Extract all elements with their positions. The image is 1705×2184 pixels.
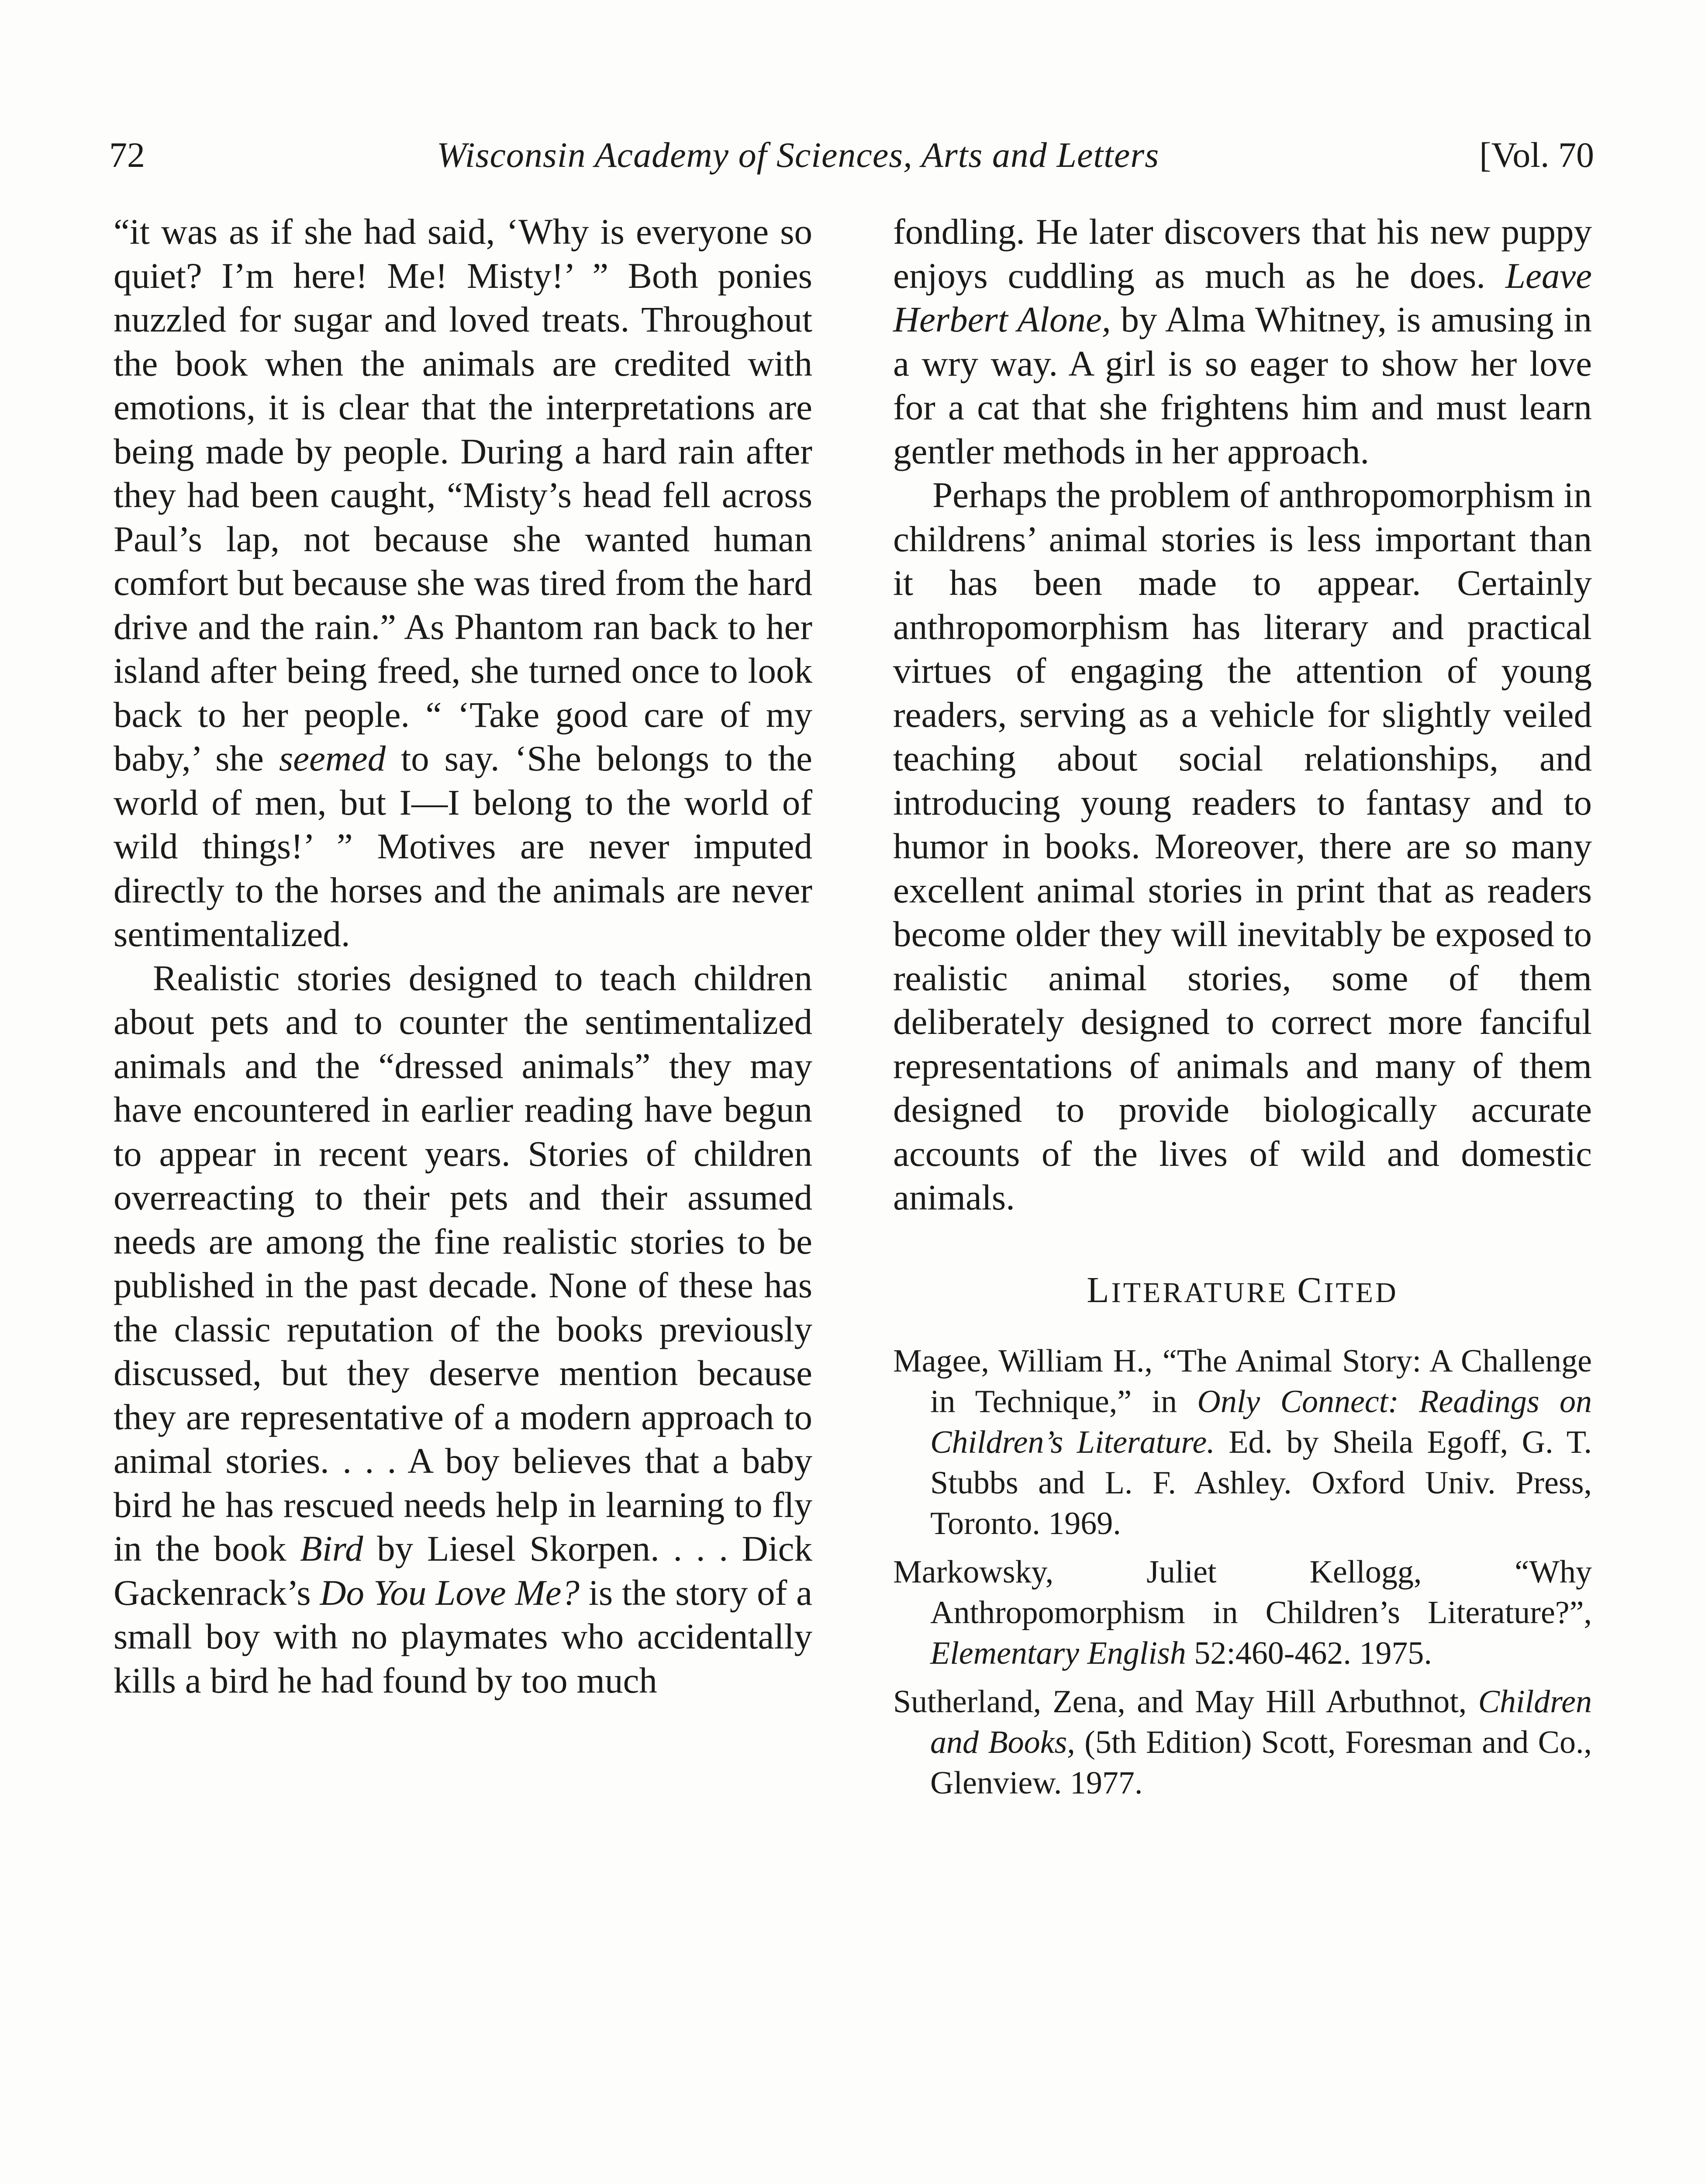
heading-rest: ITERATURE bbox=[1111, 1276, 1288, 1309]
right-column bbox=[893, 210, 1592, 1811]
journal-title: Wisconsin Academy of Sciences, Arts and Letters bbox=[437, 135, 1160, 175]
book-title: Do You Love Me? bbox=[320, 1572, 580, 1613]
paragraph-text: to say. ‘She belongs to the world of men, but I—I belong to the world of wild things!’ ” Motives are never imputed directly to the horses and the animals are never sentimentalized. bbox=[114, 738, 813, 954]
reference-entry bbox=[893, 1682, 1592, 1804]
paragraph bbox=[893, 210, 1592, 473]
reference-title: Elementary English bbox=[930, 1635, 1186, 1671]
heading-cap: L bbox=[1087, 1269, 1111, 1310]
reference-text: Sutherland, Zena, and May Hill Arbuthnot, bbox=[893, 1683, 1478, 1720]
heading-rest: ITED bbox=[1324, 1276, 1398, 1309]
left-column bbox=[114, 210, 812, 1702]
paragraph-text: Realistic stories designed to teach children about pets and to counter the sentimentalized animals and the “dressed animals” they may have encountered in earlier reading have begun to appear in recent years. Stories of children overreacting to their pets and their assumed needs are among the fine realistic stories to be published in the past decade. None of these has the classic reputation of the books previously discussed, but they deserve mention because they are representative of a modern approach to animal stories. . . . A boy believes that a baby bird he has rescued needs help in learning to fly in the book bbox=[114, 957, 812, 1569]
reference-entry bbox=[893, 1341, 1592, 1544]
heading-cap: C bbox=[1297, 1269, 1324, 1310]
volume-label: [Vol. 70 bbox=[1479, 135, 1594, 175]
paragraph bbox=[114, 956, 812, 1703]
literature-cited-heading bbox=[893, 1268, 1592, 1315]
reference-entry bbox=[893, 1552, 1592, 1674]
paragraph-text: fondling. He later discovers that his new puppy enjoys cuddling as much as he does. bbox=[893, 211, 1592, 296]
page-number: 72 bbox=[109, 135, 145, 175]
book-title: Leave Herbert Alone, bbox=[893, 255, 1592, 339]
reference-title: Only Connect: Readings on Children’s Literature. bbox=[930, 1383, 1592, 1460]
book-title: Bird bbox=[300, 1528, 363, 1569]
paragraph bbox=[114, 210, 812, 956]
reference-list bbox=[893, 1341, 1592, 1804]
reference-text: Ed. by Sheila Egoff, G. T. Stubbs and L. F. Ashley. Oxford Univ. Press, Toronto. 1969. bbox=[930, 1424, 1592, 1541]
emphasis-text: seemed bbox=[279, 738, 386, 778]
running-header bbox=[109, 127, 1594, 183]
reference-text: 52:460-462. 1975. bbox=[1186, 1635, 1432, 1671]
paragraph: Perhaps the problem of anthropomorphism in childrens’ animal stories is less important than it has been made to appear. Certainly anthropomorphism has literary and practical virtues of engaging the attention of young readers, serving as a vehicle for slightly veiled teaching about social relationships, and introducing young readers to fantasy and to humor in books. Moreover, there are so many excellent animal stories in print that as readers become older they will inevitably be exposed to realistic animal stories, some of them deliberately designed to correct more fanciful representations of animals and many of them designed to provide biologically accurate accounts of the lives of wild and domestic animals. bbox=[893, 475, 1592, 1217]
paragraph-text: by Liesel Skorpen. . . . Dick Gackenrack’s bbox=[114, 1528, 812, 1613]
reference-text: (5th Edition) Scott, Foresman and Co., Glenview. 1977. bbox=[930, 1724, 1592, 1801]
paragraph-text: “it was as if she had said, ‘Why is everyone so quiet? I’m here! Me! Misty!’ ” Both ponies nuzzled for sugar and loved treats. Throughout the book when the animals are credited with emotions, it is clear that the interpretations are being made by people. During a hard rain after they had been caught, “Misty’s head fell across Paul’s lap, not because she wanted human comfort but because she was tired from the hard drive and the rain.” As Phantom ran back to her island after being freed, she turned once to look back to her people. “ ‘Take good care of my baby,’ she bbox=[114, 211, 812, 778]
reference-text: Markowsky, Juliet Kellogg, “Why Anthropomorphism in Children’s Literature?”, bbox=[893, 1554, 1592, 1631]
paragraph-text: is the story of a small boy with no playmates who accidentally kills a bird he had found by too much bbox=[114, 1572, 812, 1700]
reference-title: Children and Books, bbox=[930, 1683, 1592, 1760]
paragraph-text: by Alma Whitney, is amusing in a wry way. A girl is so eager to show her love for a cat that she frightens him and must learn gentler methods in her approach. bbox=[893, 299, 1592, 471]
reference-text: Magee, William H., “The Animal Story: A Challenge in Technique,” in bbox=[893, 1343, 1592, 1420]
